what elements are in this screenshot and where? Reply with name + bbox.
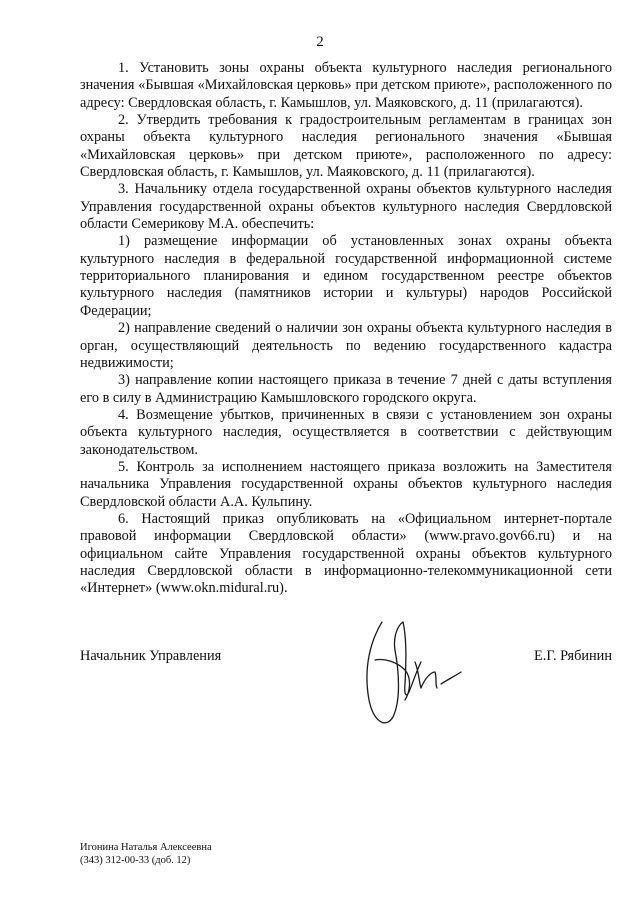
paragraph-3-item-1: 1) размещение информации об установленных зонах охраны объекта культурного наследия в федеральной государственной информационной системе территориального планирования и едином государственном реестре объектов культурного наследия (памятников истории и культуры) народов Российской Федерации;: [80, 233, 612, 319]
paragraph-3-item-2: 2) направление сведений о наличии зон охраны объекта культурного наследия в орган, осуществляющий деятельность по ведению государственного кадастра недвижимости;: [80, 320, 612, 371]
executor-name: Игонина Наталья Алексеевна: [80, 842, 212, 853]
page-number: 2: [316, 34, 324, 50]
paragraph-6: 6. Настоящий приказ опубликовать на «Официальном интернет-портале правовой информации Свердловской области» (www.pravo.gov66.ru) и на официальном сайте Управления государственной охраны объектов культурного наследия Свердловской области в информационно-телекоммуникационной сети «Интернет» (www.okn.midural.ru).: [80, 510, 612, 597]
executor-phone: (343) 312-00-33 (доб. 12): [80, 855, 191, 866]
paragraph-3-item-3: 3) направление копии настоящего приказа в течение 7 дней с даты вступления его в силу в Администрацию Камышловского городского округа.: [80, 372, 612, 406]
paragraph-2: 2. Утвердить требования к градостроительным регламентам в границах зон охраны объекта культурного наследия регионального значения «Бывшая «Михайловская церковь» при детском приюте», расположенного по адресу: Свердловская область, г. Камышлов, ул. Маяковского, д. 11 (прилагаются).: [80, 112, 612, 181]
paragraph-5: 5. Контроль за исполнением настоящего приказа возложить на Заместителя начальника Управления государственной охраны объектов культурного наследия Свердловской области А.А. Кульпину.: [80, 458, 612, 510]
signatory-name: Е.Г. Рябинин: [534, 648, 612, 664]
paragraph-1: 1. Установить зоны охраны объекта культурного наследия регионального значения «Бывшая «Михайловская церковь» при детском приюте», расположенного по адресу: Свердловская область, г. Камышлов, ул. Маяковского, д. 11 (прилагаются).: [80, 60, 612, 111]
executor-footer: [80, 841, 212, 867]
handwritten-signature: [355, 612, 465, 737]
paragraph-3: 3. Начальнику отдела государственной охраны объектов культурного наследия Управления государственной охраны объектов культурного наследия Свердловской области Семерикову М.А. обеспечить:: [80, 181, 612, 233]
signature-block: [80, 648, 612, 672]
signatory-title: Начальник Управления: [80, 648, 222, 664]
document-body: [80, 60, 612, 598]
paragraph-4: 4. Возмещение убытков, причиненных в связи с установлением зон охраны объекта культурного наследия, осуществляется в соответствии с действующим законодательством.: [80, 406, 612, 458]
